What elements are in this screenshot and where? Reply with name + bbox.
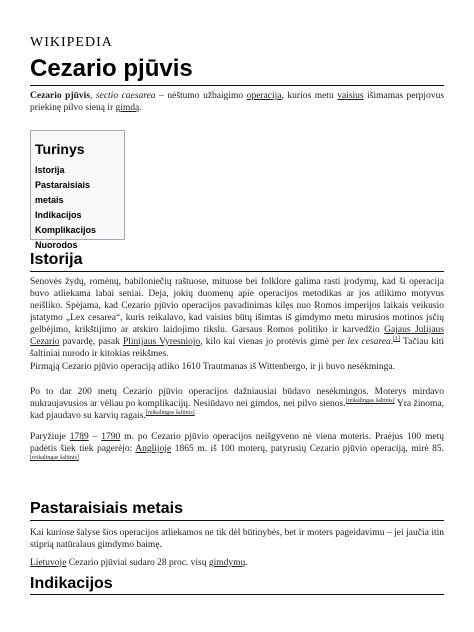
lead-latin-term: sectio caesarea <box>95 91 156 101</box>
body-text: – <box>88 432 102 442</box>
link-vaisius[interactable]: vaisius <box>337 91 364 101</box>
toc-item-istorija[interactable]: Istorija <box>35 165 65 175</box>
section-divider <box>30 520 444 521</box>
lead-text: išimamas perpjovus priekinę pilvo sieną ir <box>30 91 445 113</box>
link-gimda[interactable]: gimdą <box>115 103 140 113</box>
citation-needed[interactable]: [reikalingas šaltinis] <box>145 409 195 416</box>
lead-paragraph <box>30 90 444 114</box>
toc-title: Turinys <box>35 141 85 157</box>
istorija-paragraph-3 <box>30 386 444 422</box>
italic-term: lex cesarea <box>347 337 391 347</box>
lead-text: , kurios metu <box>281 91 338 101</box>
pastaraisiais-paragraph-2 <box>30 557 444 569</box>
link-1789[interactable]: 1789 <box>69 432 89 442</box>
lead-text: , <box>90 91 96 101</box>
body-text: Cezario pjūviai sudaro 28 proc. visų <box>66 558 209 568</box>
toc-item-nuorodos[interactable]: Nuorodos <box>35 240 78 250</box>
link-operacija[interactable]: operacija <box>246 91 282 101</box>
body-text: m. po Cezario pjūvio operacijos neišgyveno nė viena moteris. Praėjus 100 metų padėtis šiek tiek pagerėjo: <box>30 432 444 454</box>
citation-needed[interactable]: [reikalingas šaltinis] <box>30 454 79 461</box>
citation-1[interactable]: [1] <box>393 335 401 342</box>
toc-item-komplikacijos[interactable]: Komplikacijos <box>35 225 97 235</box>
body-text: Po to dar 200 metų Cezario pjūvio operacijos dažniausiai būdavo nesėkmingos. Moterys mirdavo nukraujavusios ar vėliau po komplikacijų. Nesiūdavo nei gimdos, nei pilvo sienos. <box>30 387 444 409</box>
body-text: Paryžiuje <box>30 432 70 442</box>
link-plinijus-vyresnysis[interactable]: Plinijaus Vyresniojo <box>122 337 201 347</box>
link-anglija[interactable]: Anglijoje <box>135 444 172 454</box>
wikipedia-logo[interactable]: WIKIPEDIA <box>30 35 113 50</box>
link-1790[interactable]: 1790 <box>101 432 121 442</box>
body-text: . <box>390 337 394 347</box>
lead-text: – nėštumo užbaigimo <box>155 91 247 101</box>
title-divider <box>30 85 444 86</box>
link-gimdymai[interactable]: gimdymų <box>208 558 246 568</box>
istorija-paragraph-4 <box>30 431 444 467</box>
istorija-paragraph-1 <box>30 276 444 360</box>
section-heading-istorija: Istorija <box>30 251 83 268</box>
pastaraisiais-paragraph-1: Kai kuriose šalyse šios operacijos atliekamos ne tik dėl būtinybės, bet ir moters pageidavimu – jei jaučia itin stiprią natūralaus gimdymo baimę. <box>30 528 444 550</box>
body-text: . <box>245 558 248 568</box>
lead-bold-term: Cezario pjūvis <box>30 91 90 101</box>
body-text: Senovės žydų, romėnų, babiloniečių raštuose, mituose bei folklore galima rasti įrodymų, kad ši operacija buvo atliekama labai seniai. Deja, jokių duomenų apie operacijos metodikas ar jos atlikimo motyvus neišliko. Spėjama, kad Cezario pjūvio operacijos pavadinimas kilęs nuo Romos imperijos laikais veikusio įstatymo „Lex cesarea“, kuris reikalavo, kad vaisius būtų išimtas iš gimdymo metu mirusios motinos įsčių gelbėjimo, krikštijimo ar atskiro laidojimo tikslu. Garsaus Romos politiko ir karvedžio <box>30 277 444 335</box>
table-of-contents <box>30 130 125 250</box>
section-heading-pastaraisiais-metais: Pastaraisiais metais <box>30 500 183 517</box>
body-text: 1865 m. iš 100 moterų, patyrusių Cezario pjūvio operaciją, mirė 85. <box>171 444 444 454</box>
istorija-paragraph-2: Pirmąją Cezario pjūvio operaciją atliko 1610 Trautmanas iš Wittenbergo, ir ji buvo nesėkminga. <box>30 362 395 372</box>
section-divider <box>30 594 444 595</box>
link-lietuva[interactable]: Lietuvoje <box>30 558 67 568</box>
citation-needed[interactable]: [reikalingas šaltinis] <box>345 397 395 404</box>
lead-text: . <box>139 103 142 113</box>
section-divider <box>30 271 444 272</box>
toc-list <box>35 163 120 253</box>
page-title: Cezario pjūvis <box>30 55 193 82</box>
link-gajus-julijus-cezaris[interactable]: Gajaus Julijaus Cezario <box>30 325 444 347</box>
body-text: pavardę, pasak <box>59 337 123 347</box>
toc-item-indikacijos[interactable]: Indikacijos <box>35 210 82 220</box>
body-text: , kilo kai vienas jo protėvis gimė per <box>200 337 348 347</box>
body-text: Yra žinoma, kad pjaudavo su karvių ragais. <box>30 399 444 421</box>
section-heading-indikacijos: Indikacijos <box>30 575 113 592</box>
toc-item-pastaraisiais-metais[interactable]: Pastaraisiais metais <box>35 180 91 205</box>
body-text: Tačiau kiti šaltiniai nurodo ir kitokias reikšmes. <box>30 337 444 359</box>
